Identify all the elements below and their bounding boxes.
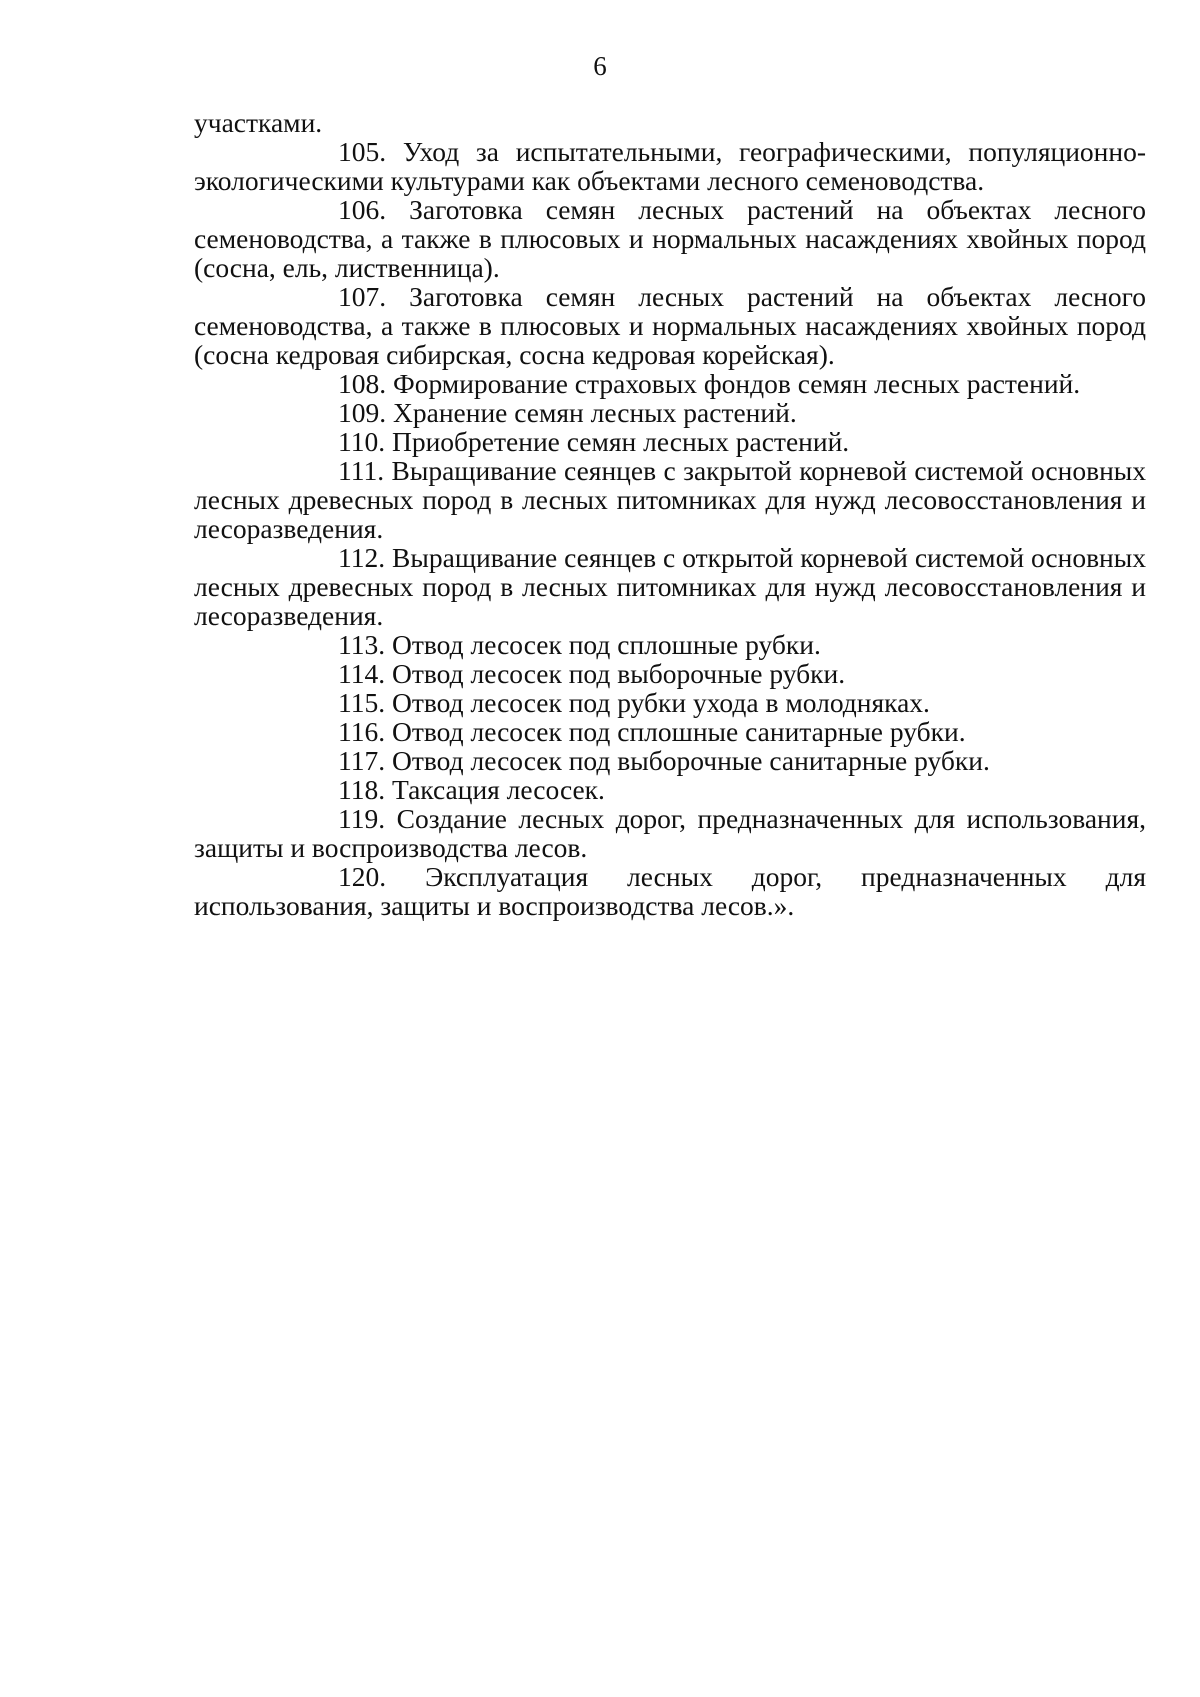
paragraph-text: участками. [194,107,323,138]
item-text: Заготовка семян лесных растений на объектах лесного семеноводства, а также в плюсовых и нормальных насаждениях хвойных пород (сосна кедровая сибирская, сосна кедровая корейская). [194,281,1146,370]
item-number: 114. [338,658,386,689]
item-text: Создание лесных дорог, предназначенных для использования, защиты и воспроизводства лесов. [194,803,1147,863]
item-text: Заготовка семян лесных растений на объектах лесного семеноводства, а также в плюсовых и нормальных насаждениях хвойных пород (сосна, ель, лиственница). [194,194,1146,283]
list-item [194,543,1146,630]
paragraph-continuation [194,108,1146,137]
item-text: Отвод лесосек под выборочные рубки. [391,658,846,689]
item-number: 106. [338,194,387,225]
item-text: Эксплуатация лесных дорог, предназначенных для использования, защиты и воспроизводства лесов.». [194,861,1146,921]
list-item [194,688,1146,717]
item-number: 119. [338,803,386,834]
item-text: Уход за испытательными, географическими, популяционно-экологическими культурами как объектами лесного семеноводства. [194,136,1147,196]
item-text: Отвод лесосек под выборочные санитарные рубки. [391,745,990,776]
item-number: 112. [338,542,386,573]
list-item [194,137,1146,195]
item-number: 117. [338,745,386,776]
item-text: Выращивание сеянцев с закрытой корневой системой основных лесных древесных пород в лесных питомниках для нужд лесовосстановления и лесоразведения. [194,455,1147,544]
list-item [194,427,1146,456]
item-number: 109. [338,397,387,428]
item-number: 115. [338,687,386,718]
item-text: Отвод лесосек под сплошные санитарные рубки. [391,716,966,747]
list-item [194,282,1146,369]
list-item [194,804,1146,862]
list-item [194,456,1146,543]
list-item [194,862,1146,920]
list-item [194,746,1146,775]
item-number: 108. [338,368,387,399]
list-item [194,369,1146,398]
item-number: 111. [338,455,385,486]
list-item [194,717,1146,746]
item-text: Отвод лесосек под рубки ухода в молодняках. [391,687,930,718]
item-number: 107. [338,281,387,312]
item-text: Хранение семян лесных растений. [393,397,797,428]
item-text: Приобретение семян лесных растений. [391,426,850,457]
list-item [194,398,1146,427]
document-body [194,108,1146,920]
item-text: Выращивание сеянцев с открытой корневой системой основных лесных древесных пород в лесных питомниках для нужд лесовосстановления и лесоразведения. [194,542,1146,631]
item-text: Таксация лесосек. [391,774,605,805]
list-item [194,195,1146,282]
page-number: 6 [593,51,607,81]
item-number: 118. [338,774,386,805]
list-item [194,630,1146,659]
item-number: 105. [338,136,387,167]
list-item [194,659,1146,688]
item-number: 110. [338,426,386,457]
item-number: 120. [338,861,387,892]
item-number: 116. [338,716,386,747]
item-text: Отвод лесосек под сплошные рубки. [391,629,821,660]
list-item [194,775,1146,804]
item-number: 113. [338,629,386,660]
item-text: Формирование страховых фондов семян лесных растений. [393,368,1081,399]
